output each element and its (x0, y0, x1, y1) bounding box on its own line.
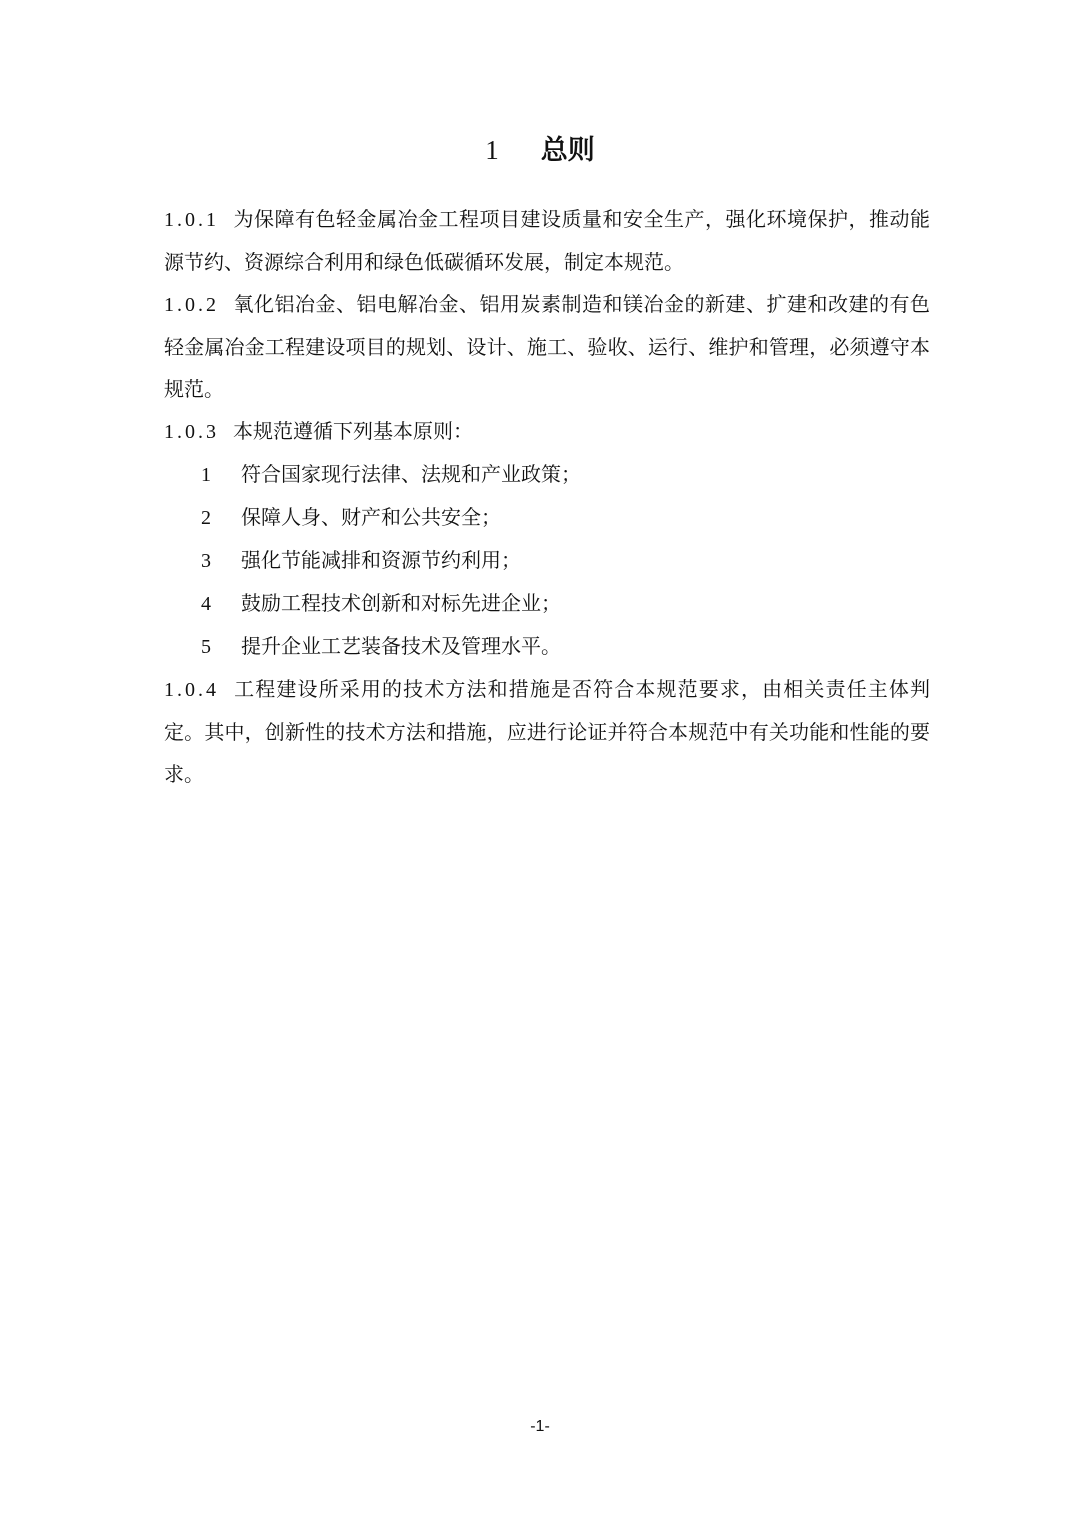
chapter-heading: 总则 (540, 135, 595, 166)
clause-number: 1.0.1 (164, 209, 219, 231)
principle-item (164, 453, 930, 496)
clause-text: 本规范遵循下列基本原则： (233, 419, 473, 443)
principle-number: 5 (201, 636, 211, 658)
principle-number: 3 (201, 550, 211, 572)
clause-1-0-4 (164, 668, 930, 795)
clause-1-0-3 (164, 410, 930, 453)
principle-text: 强化节能减排和资源节约利用； (241, 548, 521, 572)
principle-item (164, 539, 930, 582)
principle-text: 鼓励工程技术创新和对标先进企业； (241, 591, 561, 615)
principle-text: 保障人身、财产和公共安全； (241, 505, 501, 529)
clause-text: 氧化铝冶金、铝电解冶金、铝用炭素制造和镁冶金的新建、扩建和改建的有色轻金属冶金工程建设项目的规划、设计、施工、验收、运行、维护和管理，必须遵守本规范。 (164, 292, 930, 401)
clause-text: 工程建设所采用的技术方法和措施是否符合本规范要求，由相关责任主体判定。其中，创新性的技术方法和措施，应进行论证并符合本规范中有关功能和性能的要求。 (164, 677, 930, 786)
clause-text: 为保障有色轻金属冶金工程项目建设质量和安全生产，强化环境保护，推动能源节约、资源综合利用和绿色低碳循环发展，制定本规范。 (164, 207, 930, 274)
chapter-title (0, 130, 1080, 171)
page-number: -1- (530, 1418, 550, 1435)
document-body (164, 198, 930, 795)
principle-number: 4 (201, 593, 211, 615)
principle-number: 1 (201, 464, 211, 486)
principle-text: 提升企业工艺装备技术及管理水平。 (241, 634, 561, 658)
chapter-number: 1 (485, 135, 499, 165)
clause-number: 1.0.3 (164, 421, 219, 443)
principle-item (164, 625, 930, 668)
clause-1-0-1 (164, 198, 930, 283)
principle-text: 符合国家现行法律、法规和产业政策； (241, 462, 581, 486)
clause-1-0-2 (164, 283, 930, 410)
clause-number: 1.0.2 (164, 294, 219, 316)
clause-number: 1.0.4 (164, 679, 219, 701)
principle-number: 2 (201, 507, 211, 529)
principle-item (164, 496, 930, 539)
principle-item (164, 582, 930, 625)
